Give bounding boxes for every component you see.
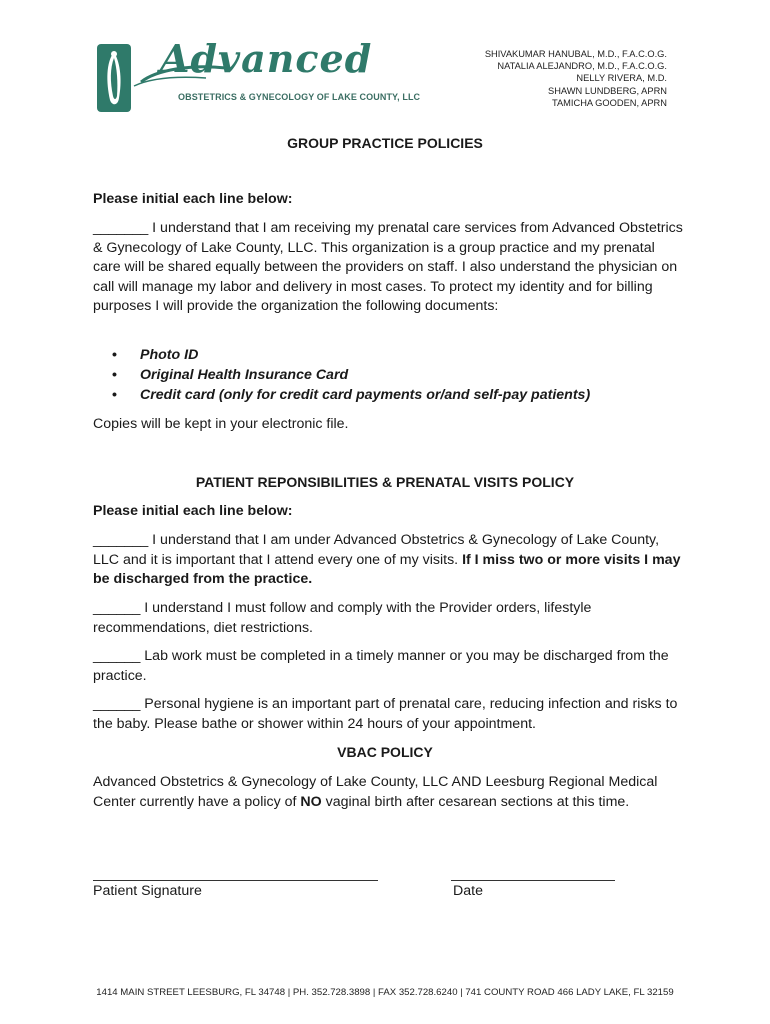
group-policies-instruction: Please initial each line below: <box>93 191 293 207</box>
date-label: Date <box>453 883 483 899</box>
provider-name: TAMICHA GOODEN, APRN <box>551 97 667 108</box>
copies-note: Copies will be kept in your electronic file. <box>93 416 349 432</box>
provider-name: NELLY RIVERA, M.D. <box>576 73 667 84</box>
vbac-paragraph <box>93 773 683 812</box>
visits-policy-instruction: Please initial each line below: <box>93 503 293 519</box>
bullet-icon: • <box>112 347 117 363</box>
document-item-label: Credit card (only for credit card payments or/and self-pay patients) <box>140 387 591 403</box>
visits-policy-item-3: ______ Lab work must be completed in a timely manner or you may be discharged from the practice. <box>93 648 669 684</box>
provider-list <box>485 48 667 109</box>
visits-policy-item-1 <box>93 531 683 590</box>
vbac-no: NO <box>300 793 322 810</box>
bullet-icon: • <box>112 387 117 403</box>
provider-name: SHIVAKUMAR HANUBAL, M.D., F.A.C.O.G. <box>484 49 667 59</box>
patient-signature-label: Patient Signature <box>93 883 202 899</box>
document-item-label: Original Health Insurance Card <box>140 367 349 383</box>
list-item <box>112 385 590 405</box>
visits-policy-item-2: ______ I understand I must follow and comply with the Provider orders, lifestyle recommendations, diet restrictions. <box>93 600 592 636</box>
group-policies-paragraph: _______ I understand that I am receiving my prenatal care services from Advanced Obstetrics & Gynecology of Lake County, LLC. This organization is a group practice and my prenatal care will be shared equally between the providers on staff. I also understand the physician on call will manage my labor and delivery in most cases. To protect my identity and for billing purposes I will provide the organization the following documents: <box>93 220 683 314</box>
provider-name: NATALIA ALEJANDRO, M.D., F.A.C.O.G. <box>497 61 667 72</box>
document-list <box>112 345 590 405</box>
item-text: _______ I understand that I am under Advanced Obstetrics & Gynecology of Lake County, LLC and it is important that I attend every one of my visits. <box>93 532 660 568</box>
list-item <box>112 345 590 365</box>
group-policies-title: GROUP PRACTICE POLICIES <box>287 135 483 151</box>
visits-policy-item-4: ______ Personal hygiene is an important part of prenatal care, reducing infection and risks to the baby. Please bathe or shower within 24 hours of your appointment. <box>93 696 678 732</box>
footer-address: 1414 MAIN STREET LEESBURG, FL 34748 | PH. 352.728.3898 | FAX 352.728.6240 | 741 COUNTY ROAD 466 LADY LAKE, FL 32159 <box>96 987 674 998</box>
practice-logo <box>96 36 421 114</box>
bullet-icon: • <box>112 367 117 383</box>
vbac-text-2: vaginal birth after cesarean sections at this time. <box>321 793 630 810</box>
document-item-label: Photo ID <box>140 347 199 363</box>
list-item <box>112 365 590 385</box>
logo-subtitle: OBSTETRICS & GYNECOLOGY OF LAKE COUNTY, LLC <box>178 92 421 102</box>
date-line[interactable] <box>451 880 615 881</box>
vbac-text-1: Advanced Obstetrics & Gynecology of Lake County, LLC AND Leesburg Regional Medical Center currently have a policy of <box>93 774 658 810</box>
patient-signature-line[interactable] <box>93 880 378 881</box>
vbac-title: VBAC POLICY <box>337 744 433 760</box>
discharge-warning: If I miss two or more visits I may be discharged from the practice. <box>93 551 681 587</box>
logo-wordmark: Advanced <box>160 36 373 81</box>
visits-policy-title: PATIENT REPONSIBILITIES & PRENATAL VISITS POLICY <box>195 474 575 490</box>
provider-name: SHAWN LUNDBERG, APRN <box>548 85 667 96</box>
